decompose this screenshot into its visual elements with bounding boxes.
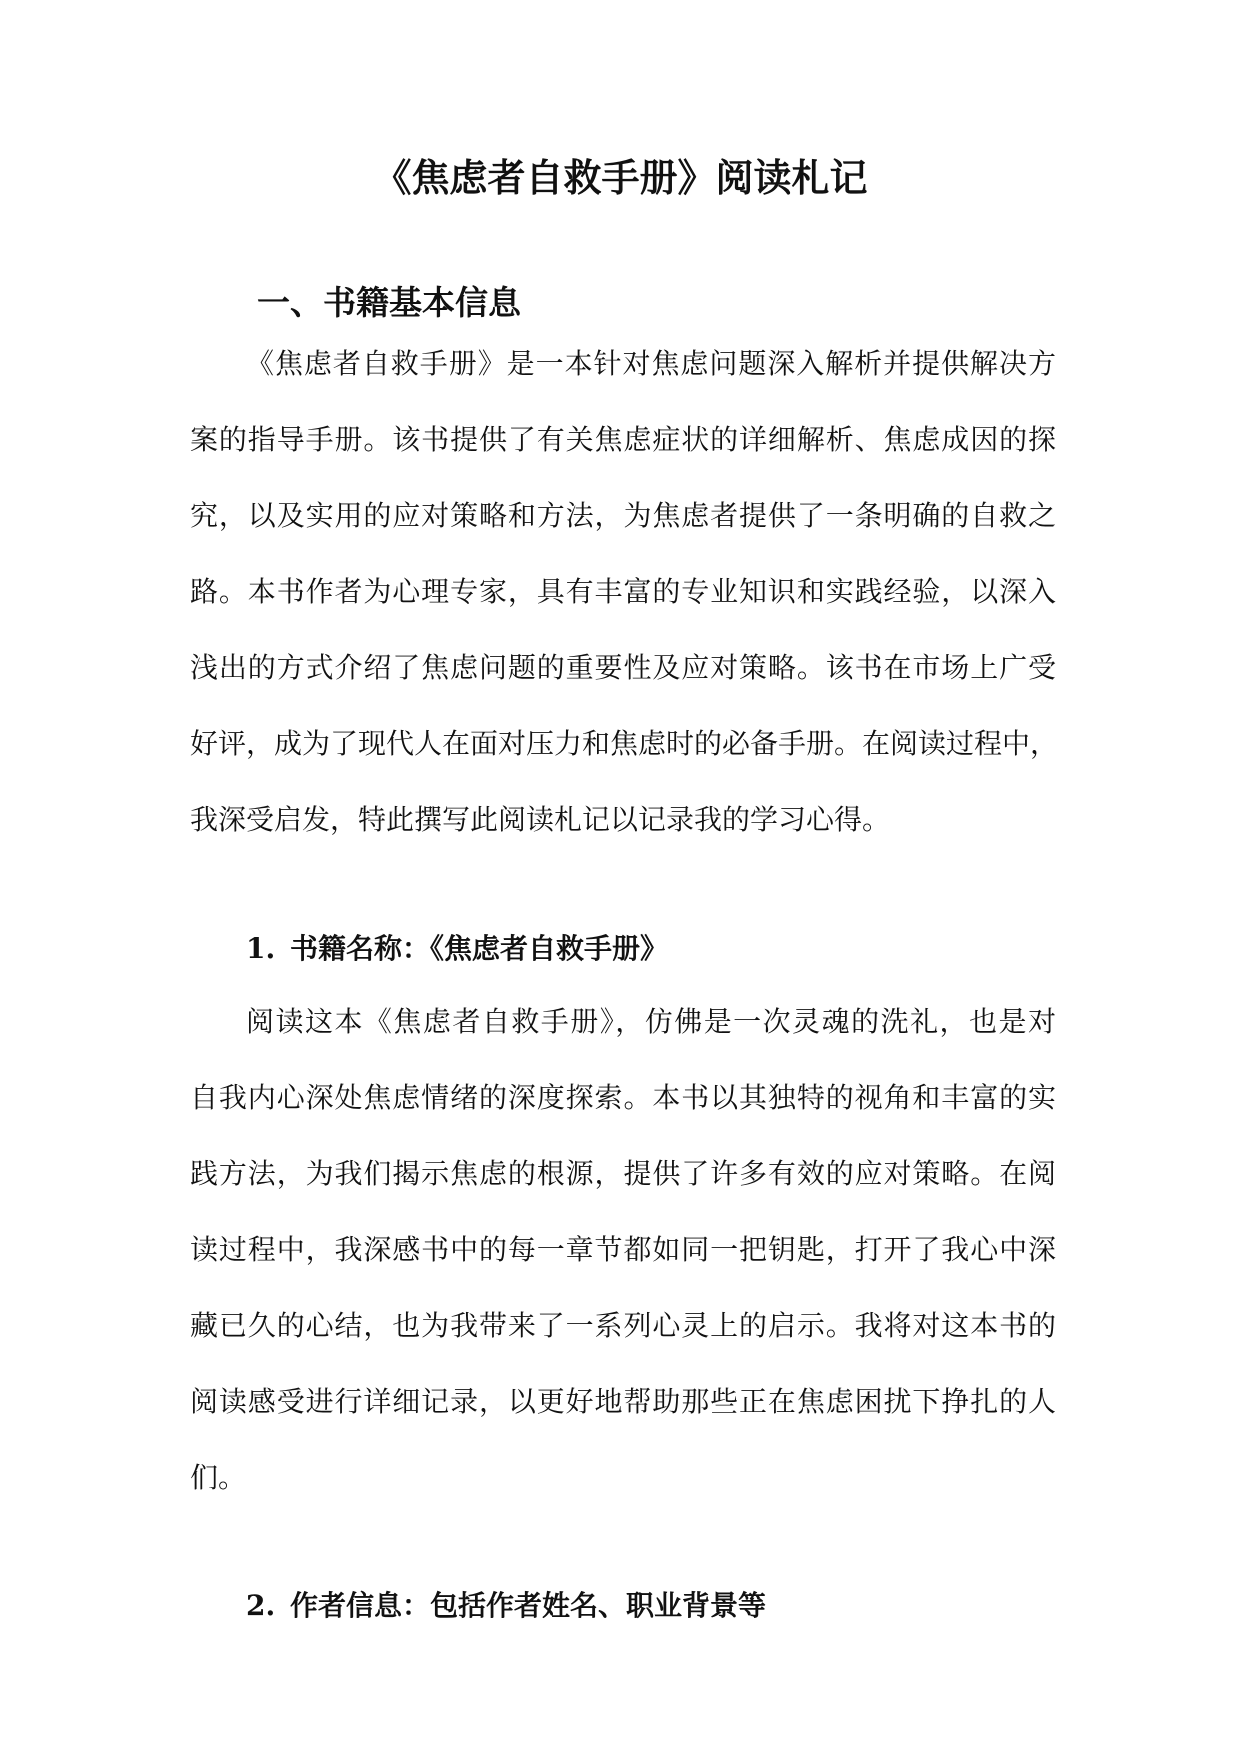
section-heading: 一、书籍基本信息 bbox=[257, 283, 521, 322]
paragraph-line: 阅读感受进行详细记录，以更好地帮助那些正在焦虑困扰下挣扎的人 bbox=[190, 1385, 1056, 1418]
subsection-heading-1 bbox=[246, 927, 668, 971]
subsection-title: 作者信息：包括作者姓名、职业背景等 bbox=[290, 1589, 767, 1622]
paragraph-line: 践方法，为我们揭示焦虑的根源，提供了许多有效的应对策略。在阅 bbox=[190, 1157, 1056, 1190]
paragraph-line: 路。本书作者为心理专家，具有丰富的专业知识和实践经验，以深入 bbox=[190, 575, 1056, 608]
paragraph-line: 我深受启发，特此撰写此阅读札记以记录我的学习心得。 bbox=[190, 803, 891, 836]
paragraph-line: 《焦虑者自救手册》是一本针对焦虑问题深入解析并提供解决方 bbox=[246, 347, 1056, 380]
paragraph-line: 自我内心深处焦虑情绪的深度探索。本书以其独特的视角和丰富的实 bbox=[190, 1081, 1056, 1114]
subsection-number: 1. bbox=[246, 932, 276, 965]
subsection-title: 书籍名称：《焦虑者自救手册》 bbox=[290, 932, 669, 965]
paragraph-line: 读过程中，我深感书中的每一章节都如同一把钥匙，打开了我心中深 bbox=[190, 1233, 1056, 1266]
paragraph-line: 案的指导手册。该书提供了有关焦虑症状的详细解析、焦虑成因的探 bbox=[190, 423, 1056, 456]
document-title: 《焦虑者自救手册》阅读札记 bbox=[373, 155, 868, 200]
paragraph-line: 究，以及实用的应对策略和方法，为焦虑者提供了一条明确的自救之 bbox=[190, 499, 1056, 532]
subsection-number: 2. bbox=[246, 1589, 276, 1622]
paragraph-line: 阅读这本《焦虑者自救手册》，仿佛是一次灵魂的洗礼，也是对 bbox=[246, 1005, 1056, 1038]
paragraph-line: 们。 bbox=[190, 1461, 247, 1494]
book-name-paragraph bbox=[190, 984, 1056, 1516]
paragraph-line: 好评，成为了现代人在面对压力和焦虑时的必备手册。在阅读过程中， bbox=[190, 727, 1059, 760]
intro-paragraph bbox=[190, 326, 1059, 858]
subsection-heading-2 bbox=[246, 1584, 766, 1628]
paragraph-line: 浅出的方式介绍了焦虑问题的重要性及应对策略。该书在市场上广受 bbox=[190, 651, 1056, 684]
paragraph-line: 藏已久的心结，也为我带来了一系列心灵上的启示。我将对这本书的 bbox=[190, 1309, 1056, 1342]
